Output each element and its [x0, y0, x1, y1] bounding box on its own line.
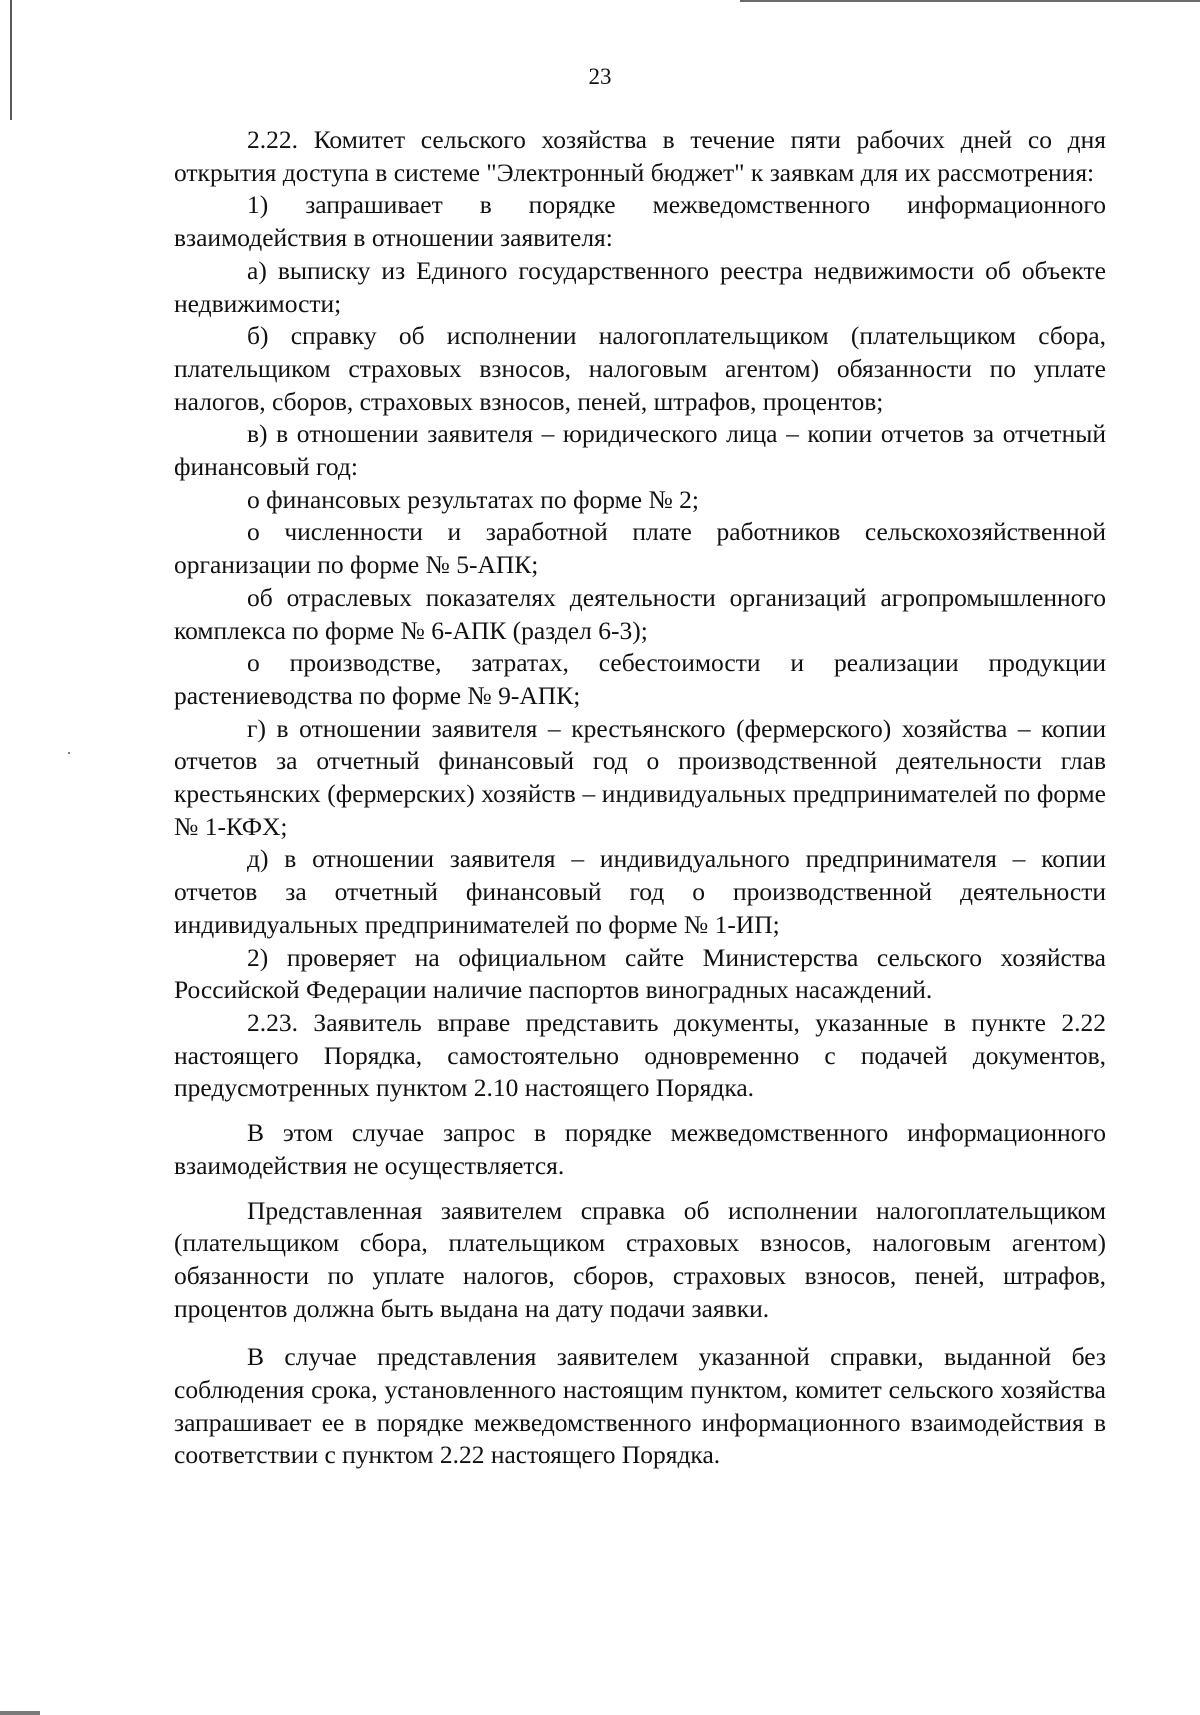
paragraph-item-d: д) в отношении заявителя – индивидуального предпринимателя – копии отчетов за отчетный финансовый год о производственной деятельности индивидуальных предпринимателей по форме № 1-ИП;: [174, 844, 1106, 939]
paragraph-item-a: а) выписку из Единого государственного реестра недвижимости об объекте недвижимости;: [174, 255, 1106, 318]
paragraph-expired-certificate: В случае представления заявителем указанной справки, выданной без соблюдения срока, установленного настоящим пунктом, комитет сельского хозяйства запрашивает ее в порядке межведомственного информационного взаимодействия в соответствии с пунктом 2.22 настоящего Порядка.: [174, 1342, 1106, 1470]
paragraph-item-v: в) в отношении заявителя – юридического лица – копии отчетов за отчетный финансовый год:: [174, 419, 1106, 482]
scan-edge-top: [740, 0, 1200, 2]
paragraph-form-6-apk: об отраслевых показателях деятельности организаций агропромышленного комплекса по форме № 6-АПК (раздел 6-3);: [174, 582, 1106, 645]
paragraph-2-23: 2.23. Заявитель вправе представить документы, указанные в пункте 2.22 настоящего Порядка, самостоятельно одновременно с подачей документов, предусмотренных пунктом 2.10 настоящего Порядка.: [174, 1007, 1106, 1103]
paragraph-item-1: 1) запрашивает в порядке межведомственного информационного взаимодействия в отношении заявителя:: [174, 190, 1106, 253]
page-number: 23: [588, 64, 612, 89]
paragraph-form-5-apk: о численности и заработной плате работников сельскохозяйственной организации по форме № 5-АПК;: [174, 517, 1106, 580]
scan-speck: [68, 752, 70, 754]
paragraph-no-request: В этом случае запрос в порядке межведомственного информационного взаимодействия не осуществляется.: [174, 1118, 1106, 1180]
paragraph-certificate-date: Представленная заявителем справка об исполнении налогоплательщиком (плательщиком сбора, плательщиком страховых взносов, налоговым агентом) обязанности по уплате налогов, сборов, страховых взносов, пеней, штрафов, процентов должна быть выдана на дату подачи заявки.: [174, 1195, 1106, 1323]
paragraph-2-22: 2.22. Комитет сельского хозяйства в течение пяти рабочих дней со дня открытия доступа в системе "Электронный бюджет" к заявкам для их рассмотрения:: [174, 125, 1106, 187]
paragraph-item-g: г) в отношении заявителя – крестьянского (фермерского) хозяйства – копии отчетов за отчетный финансовый год о производственной деятельности глав крестьянских (фермерских) хозяйств – индивидуальных предпринимателей по форме № 1-КФХ;: [174, 713, 1106, 841]
scan-bottom-mark: [0, 1711, 40, 1715]
paragraph-item-2: 2) проверяет на официальном сайте Министерства сельского хозяйства Российской Федерации наличие паспортов виноградных насаждений.: [174, 942, 1106, 1005]
scan-edge-left: [10, 0, 12, 120]
paragraph-form-9-apk: о производстве, затратах, себестоимости и реализации продукции растениеводства по форме № 9-АПК;: [174, 648, 1106, 710]
paragraph-form-2: о финансовых результатах по форме № 2;: [247, 484, 699, 514]
document-body: [174, 124, 1106, 1472]
paragraph-item-b: б) справку об исполнении налогоплательщиком (плательщиком сбора, плательщиком страховых взносов, налоговым агентом) обязанности по уплате налогов, сборов, страховых взносов, пеней, штрафов, процентов;: [174, 321, 1106, 416]
